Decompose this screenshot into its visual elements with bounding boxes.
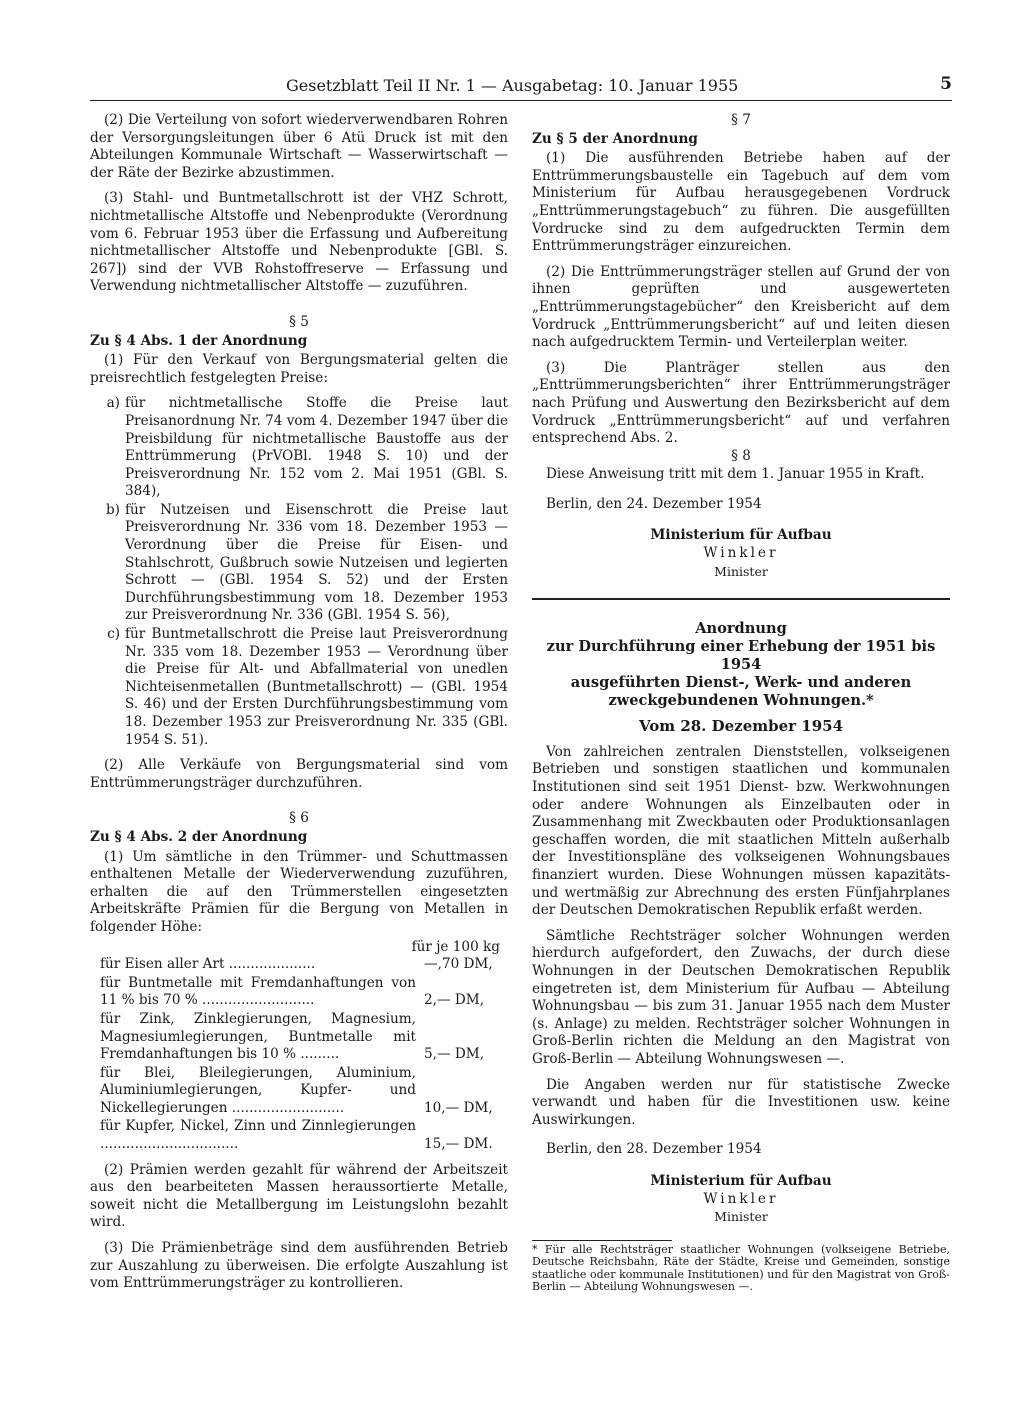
rate-description: für Buntmetalle mit Fremdanhaftungen von 11 % bis 70 % ..........................: [100, 974, 416, 1009]
page-number: 5: [940, 74, 952, 94]
footnote: * Für alle Rechtsträger staatlicher Wohnungen (volkseigene Betriebe, Deutsche Reichsbahn, Räte der Städte, Kreise und Gemeinden, sonstige staatliche oder kommunale Institutionen) und für den Magistrat von Groß-Berlin — Abteilung Wohnungswesen —.: [532, 1242, 950, 1294]
list-item: [90, 502, 508, 625]
list-item: [90, 626, 508, 749]
list-item-text: für Nutzeisen und Eisenschrott die Preise laut Preisverordnung Nr. 336 vom 18. Dezember 1953 — Verordnung über die Preise für Eisen- und Stahlschrott, Gußbruch sowie Nutzeisen und legierten Schrott — (GBl. 1954 S. 52) und der Ersten Durchführungsbestimmung vom 18. Dezember 1953 zur Preisverordnung Nr. 336 (GBl. 1954 S. 56),: [125, 501, 508, 624]
ordinance-date: Vom 28. Dezember 1954: [638, 717, 844, 736]
list-item-label: b): [105, 501, 120, 518]
paragraph: Sämtliche Rechtsträger solcher Wohnungen werden hierdurch aufgefordert, den Zuwachs, der durch diese Wohnungen in der Deutschen Demokratischen Republik eingetreten ist, dem Ministerium für Aufbau — Abteilung Wohnungsbau — bis zum 31. Januar 1955 nach dem Muster (s. Anlage) zu melden. Rechtsträger solcher Wohnungen in Groß-Berlin richten die Meldung an den Magistrat von Groß-Berlin — Abteilung Wohnungswesen —.: [532, 927, 950, 1067]
paragraph: (1) Die ausführenden Betriebe haben auf der Enttrümmerungsbaustelle ein Tagebuch auf dem vom Ministerium für Aufbau herausgegebenen Vordruck „Enttrümmerungstagebuch“ zu führen. Die ausgefüllten Vordrucke sind zu dem aufgedruckten Termin dem Enttrümmerungsträger einzureichen.: [532, 150, 950, 255]
left-column: [90, 112, 508, 1301]
right-column: [532, 112, 950, 1294]
list-item: [90, 395, 508, 501]
rate-description: für Eisen aller Art ....................: [100, 956, 316, 973]
paragraph: Von zahlreichen zentralen Dienststellen, volkseigenen Betrieben und sonstigen staatlichen und kommunalen Institutionen sind seit 1951 Dienst- bzw. Werkwohnungen oder andere Wohnungen als Einzelbauten oder in Zusammenhang mit Zweckbauten oder Produktionsanlagen geschaffen worden, die mit staatlichen Mitteln außerhalb der Investitionspläne des volkseigenen Wohnungsbaues finanziert wurden. Diese Wohnungen müssen kapazitäts- und wertmäßig zur Abrechnung des ersten Fünfjahrplanes der Deutschen Demokratischen Republik erfaßt werden.: [532, 743, 950, 919]
table-row: [90, 1118, 508, 1153]
paragraph: (2) Alle Verkäufe von Bergungsmaterial sind vom Enttrümmerungsträger durchzuführen.: [90, 757, 508, 791]
signatory-role: Minister: [714, 563, 768, 579]
rate-value: 15,— DM.: [424, 1136, 493, 1153]
rate-table-header: für je 100 kg: [411, 938, 500, 955]
table-row: [90, 956, 508, 974]
section-divider: [532, 598, 950, 600]
table-row: [90, 1065, 508, 1118]
bonus-rate-table: [90, 956, 508, 1154]
page-header: [90, 72, 952, 101]
rate-description: für Kupfer, Nickel, Zinn und Zinnlegierungen ................................: [100, 1118, 416, 1153]
list-item-label: a): [106, 395, 120, 412]
rate-value: 2,— DM,: [424, 992, 485, 1009]
rate-value: 5,— DM,: [424, 1046, 485, 1063]
list-item-label: c): [107, 626, 120, 643]
section-heading: § 8: [731, 447, 751, 464]
section-subheading: Zu § 5 der Anordnung: [532, 130, 698, 147]
signature-block: [532, 1173, 950, 1226]
paragraph: (1) Um sämtliche in den Trümmer- und Schuttmassen enthaltenen Metalle der Wiederverwendung zuzuführen, erhalten die auf den Trümmerstellen eingesetzten Arbeitskräfte Prämien für die Bergung von Metallen in folgender Höhe:: [90, 848, 508, 935]
place-date: Berlin, den 28. Dezember 1954: [546, 1141, 762, 1158]
paragraph: Die Angaben werden nur für statistische Zwecke verwandt und haben für die Investitionen usw. keine Auswirkungen.: [532, 1076, 950, 1128]
rate-description: für Blei, Bleilegierungen, Aluminium, Aluminiumlegierungen, Kupfer- und Nickellegierungen ..........................: [100, 1064, 416, 1116]
ordinance-title: [532, 620, 950, 710]
table-row: [90, 975, 508, 1010]
section-heading: § 7: [731, 112, 751, 128]
section-subheading: Zu § 4 Abs. 1 der Anordnung: [90, 332, 308, 349]
ordinance-title-line: zur Durchführung einer Erhebung der 1951 bis 1954: [546, 638, 936, 674]
paragraph: (1) Für den Verkauf von Bergungsmaterial gelten die preisrechtlich festgelegten Preise:: [90, 352, 508, 386]
signatory-organization: Ministerium für Aufbau: [650, 527, 832, 544]
paragraph: Diese Anweisung tritt mit dem 1. Januar 1955 in Kraft.: [546, 466, 925, 483]
place-date: Berlin, den 24. Dezember 1954: [546, 495, 762, 512]
signatory-name: Winkler: [703, 1190, 779, 1207]
section-heading: § 5: [289, 313, 309, 330]
section-heading: § 6: [289, 810, 309, 827]
signatory-organization: Ministerium für Aufbau: [650, 1172, 832, 1189]
paragraph: (2) Die Verteilung von sofort wiederverwendbaren Rohren der Versorgungsleitungen über 6 Atü Druck ist mit den Abteilungen Kommunale Wirtschaft — Wasserwirtschaft — der Räte der Bezirke abzustimmen.: [90, 112, 508, 181]
paragraph: (3) Die Planträger stellen aus den „Enttrümmerungsberichten“ ihrer Enttrümmerungsträger nach Prüfung und Auswertung den Bezirksbericht auf dem Vordruck „Enttrümmerungsbericht“ auf und verfahren entsprechend Abs. 2.: [532, 359, 950, 447]
paragraph: (2) Die Enttrümmerungsträger stellen auf Grund der von ihnen geprüften und ausgewerteten „Enttrümmerungstagebücher“ den Kreisbericht auf dem Vordruck „Enttrümmerungsbericht“ auf und leiten diesen nach aufgedrucktem Termin- und Verteilerplan weiter.: [532, 263, 950, 351]
table-row: [90, 1011, 508, 1064]
signatory-role: Minister: [714, 1209, 768, 1225]
section-subheading: Zu § 4 Abs. 2 der Anordnung: [90, 828, 308, 845]
rate-description: für Zink, Zinklegierungen, Magnesium, Magnesiumlegierungen, Buntmetalle mit Fremdanhaftungen bis 10 % .........: [100, 1010, 416, 1063]
paragraph: (2) Prämien werden gezahlt für während der Arbeitszeit aus den bearbeiteten Massen heraussortierte Metalle, soweit nicht die Metallbergung im Leistungslohn bezahlt wird.: [90, 1161, 508, 1231]
ordinance-title-line: Anordnung: [695, 620, 787, 638]
signatory-name: Winkler: [703, 545, 779, 562]
rate-value: —,70 DM,: [424, 956, 493, 973]
list-item-text: für nichtmetallische Stoffe die Preise laut Preisanordnung Nr. 74 vom 4. Dezember 1947 über die Preisbildung für nichtmetallische Baustoffe aus der Enttrümmerung (PrVOBl. 1948 S. 10) und der Preisverordnung Nr. 152 vom 2. Mai 1951 (GBl. S. 384),: [125, 395, 509, 500]
list-item-text: für Buntmetallschrott die Preise laut Preisverordnung Nr. 335 vom 18. Dezember 1953 — Verordnung über die Preise für Alt- und Abfallmaterial von unedlen Nichteisenmetallen (Buntmetallschrott) — (GBl. 1954 S. 46) und der Ersten Durchführungsbestimmung vom 18. Dezember 1953 zur Preisverordnung Nr. 335 (GBl. 1954 S. 51).: [125, 626, 508, 748]
signature-block: [532, 527, 950, 580]
price-list: [90, 395, 508, 749]
running-title: Gesetzblatt Teil II Nr. 1 — Ausgabetag: 10. Januar 1955: [286, 76, 739, 95]
rate-value: 10,— DM,: [424, 1099, 493, 1116]
ordinance-title-line: zweckgebundenen Wohnungen.*: [608, 692, 874, 710]
paragraph: (3) Die Prämienbeträge sind dem ausführenden Betrieb zur Auszahlung zu überweisen. Die erfolgte Auszahlung ist vom Enttrümmerungsträger zu kontrollieren.: [90, 1240, 508, 1292]
ordinance-title-line: ausgeführten Dienst-, Werk- und anderen: [570, 674, 912, 692]
footnote-divider: [532, 1240, 672, 1241]
paragraph: (3) Stahl- und Buntmetallschrott ist der VHZ Schrott, nichtmetallische Altstoffe und Nebenprodukte (Verordnung vom 6. Februar 1953 über die Erfassung und Aufbereitung nichtmetallischer Altstoffe und Nebenprodukte [GBl. S. 267]) sind der VVB Rohstoffreserve — Erfassung und Verwendung nichtmetallischer Altstoffe — zuzuführen.: [90, 190, 508, 295]
